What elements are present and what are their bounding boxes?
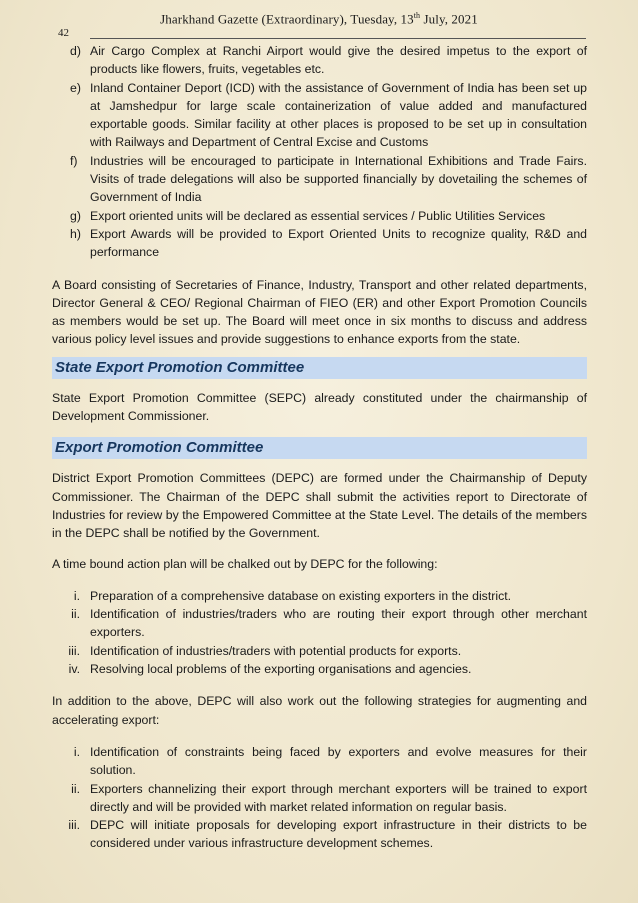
list-marker: h): [70, 226, 81, 241]
export-measures-list: [52, 42, 587, 262]
board-paragraph: A Board consisting of Secretaries of Finance, Industry, Transport and other related departments, Director General & CEO/ Regional Chairman of FIEO (ER) and other Export Promotion Councils as members would be set up. The Board will meet once in six months to discuss and address various policy level issues and provide suggestions to enhance exports from the state.: [52, 277, 587, 347]
list-item-text: Identification of constraints being faced by exporters and evolve measures for their solution.: [90, 744, 587, 778]
list-item-text: Air Cargo Complex at Ranchi Airport would give the desired impetus to the export of products like flowers, fruits, vegetables etc.: [90, 44, 587, 77]
action-plan-list: [52, 587, 587, 678]
list-marker: iv.: [68, 662, 80, 677]
list-marker: i.: [73, 588, 80, 603]
depc-paragraph: District Export Promotion Committees (DEPC) are formed under the Chairmanship of Deputy Commissioner. The Chairman of the DEPC shall submit the activities report to Directorate of Industries for review by the Empowered Committee at the State Level. The details of the members in the DEPC shall be notified by the Government.: [52, 471, 587, 541]
list-marker: iii.: [68, 643, 80, 658]
list-item: [52, 816, 587, 853]
list-item-text: Inland Container Deport (ICD) with the assistance of Government of India has been set up at Jamshedpur for large scale containerization of value added and manufactured exportable goods. Similar facility at other places is proposed to be set up in consultation with Railways and Department of Central Excise and Customs: [90, 80, 587, 150]
list-marker: i.: [73, 744, 80, 759]
sepc-heading: State Export Promotion Committee: [52, 357, 587, 379]
list-item: [52, 587, 587, 605]
list-marker: f): [70, 153, 78, 168]
strategy-list: [52, 743, 587, 853]
list-item: [52, 743, 587, 780]
list-item: [52, 642, 587, 660]
list-item-text: Export oriented units will be declared as essential services / Public Utilities Services: [90, 208, 546, 223]
page-content: [52, 42, 587, 853]
header-title-sup: th: [413, 11, 421, 20]
list-item-text: Identification of industries/traders who are routing their export through other merchant exporters.: [90, 607, 587, 640]
list-item-text: Identification of industries/traders with potential products for exports.: [90, 643, 462, 658]
list-item: [52, 152, 587, 207]
list-item: [52, 780, 587, 817]
action-plan-intro: A time bound action plan will be chalked out by DEPC for the following:: [52, 556, 438, 571]
list-marker: ii.: [71, 607, 80, 622]
list-item: [52, 42, 587, 79]
header-rule: [90, 38, 586, 39]
page-number: 42: [58, 27, 69, 39]
gazette-header: [0, 11, 638, 27]
list-item-text: Resolving local problems of the exporting organisations and agencies.: [90, 662, 472, 677]
epc-heading: Export Promotion Committee: [52, 437, 587, 459]
list-item-text: DEPC will initiate proposals for developing export infrastructure in their districts to be considered under various infrastructure development schemes.: [90, 818, 587, 851]
sepc-paragraph: State Export Promotion Committee (SEPC) already constituted under the chairmanship of Development Commissioner.: [52, 390, 587, 424]
strategy-intro: In addition to the above, DEPC will also work out the following strategies for augmenting and accelerating export:: [52, 694, 587, 727]
list-item: [52, 79, 587, 152]
list-item: [52, 225, 587, 262]
list-item-text: Industries will be encouraged to participate in International Exhibitions and Trade Fairs. Visits of trade delegations will also be supported financially by dovetailing the schemes of Government of India: [90, 153, 587, 205]
list-item-text: Export Awards will be provided to Export Oriented Units to recognize quality, R&D and performance: [90, 226, 587, 260]
list-marker: d): [70, 44, 81, 58]
list-marker: iii.: [68, 818, 80, 833]
list-item: [52, 660, 587, 678]
list-marker: g): [70, 208, 81, 223]
list-marker: ii.: [71, 781, 80, 796]
header-title-post: July, 2021: [420, 11, 478, 27]
list-item-text: Preparation of a comprehensive database on existing exporters in the district.: [90, 588, 512, 603]
list-marker: e): [70, 80, 81, 95]
list-item: [52, 207, 587, 225]
header-title-pre: Jharkhand Gazette (Extraordinary), Tuesday, 13: [160, 11, 414, 27]
list-item-text: Exporters channelizing their export through merchant exporters will be trained to export directly and will be provided with market related information on regular basis.: [90, 781, 587, 814]
list-item: [52, 605, 587, 642]
